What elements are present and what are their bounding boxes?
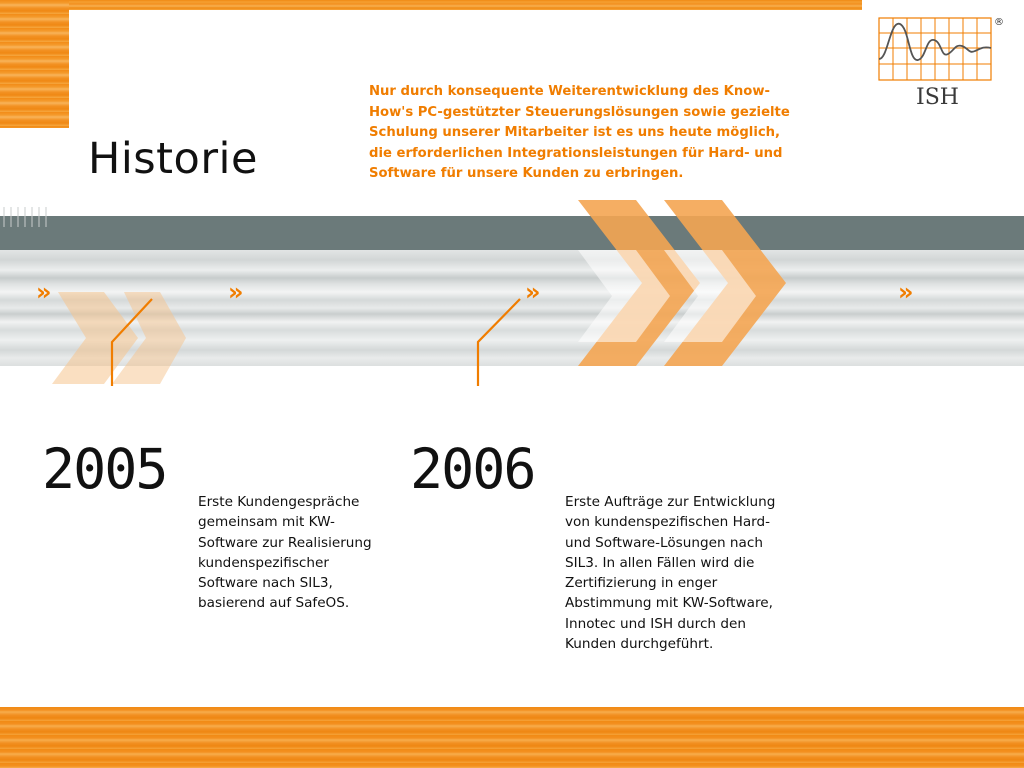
event-line: Abstimmung mit KW-Software, bbox=[565, 595, 773, 612]
event-line: Kunden durchgeführt. bbox=[565, 636, 714, 653]
event-line: Software zur Realisierung bbox=[198, 534, 372, 551]
page-title: Historie bbox=[88, 134, 258, 184]
intro-line: How's PC-gestützter Steuerungslösungen sowie gezielte bbox=[369, 104, 790, 120]
intro-line: Schulung unserer Mitarbeiter ist es uns heute möglich, bbox=[369, 125, 781, 140]
event-line: Innotec und ISH durch den bbox=[565, 615, 746, 632]
intro-line: die erforderlichen Integrationsleistungen für Hard- und bbox=[369, 145, 783, 161]
event-line: von kundenspezifischen Hard- bbox=[565, 514, 771, 531]
marker-chevron-icon: » bbox=[228, 278, 244, 306]
event-2005-text bbox=[198, 492, 403, 614]
logo-wordmark: ISH bbox=[916, 85, 959, 110]
event-line: kundenspezifischer bbox=[198, 554, 329, 571]
event-line: Software nach SIL3, bbox=[198, 575, 333, 592]
ish-logo bbox=[876, 14, 1006, 110]
bottom-orange-stripe bbox=[0, 707, 1024, 768]
corner-orange-block bbox=[0, 0, 69, 128]
intro-text bbox=[369, 82, 829, 185]
marker-chevron-icon: » bbox=[36, 278, 52, 306]
event-line: Erste Aufträge zur Entwicklung bbox=[565, 494, 776, 510]
connector-line-2006 bbox=[478, 299, 520, 386]
event-line: Zertifizierung in enger bbox=[565, 575, 718, 592]
marker-chevron-icon: » bbox=[525, 278, 541, 306]
timeline-decoration bbox=[0, 196, 1024, 386]
event-line: und Software-Lösungen nach bbox=[565, 534, 763, 551]
registered-mark: ® bbox=[994, 17, 1004, 28]
year-2006: 2006 bbox=[410, 437, 535, 501]
event-line: Erste Kundengespräche bbox=[198, 494, 360, 510]
event-line: gemeinsam mit KW- bbox=[198, 514, 335, 531]
event-2006-text bbox=[565, 492, 815, 654]
event-line: basierend auf SafeOS. bbox=[198, 595, 350, 612]
year-2005: 2005 bbox=[42, 437, 167, 501]
intro-line: Nur durch konsequente Weiterentwicklung des Know- bbox=[369, 84, 771, 99]
top-orange-stripe bbox=[0, 0, 862, 10]
intro-line: Software für unsere Kunden zu erbringen. bbox=[369, 166, 684, 181]
event-line: SIL3. In allen Fällen wird die bbox=[565, 554, 755, 571]
marker-chevron-icon: » bbox=[898, 278, 914, 306]
waveform-grid-icon bbox=[879, 18, 991, 80]
